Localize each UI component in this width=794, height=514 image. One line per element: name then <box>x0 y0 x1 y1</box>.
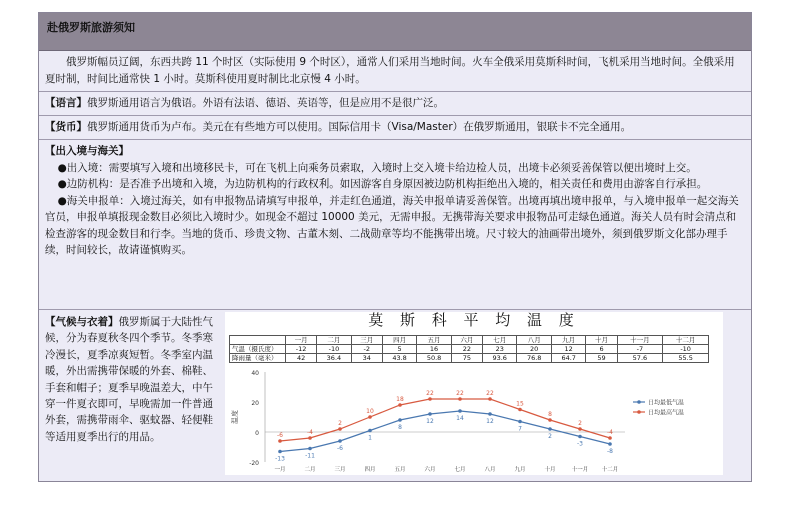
climate-table-cell: 50.8 <box>417 354 451 363</box>
data-label: -6 <box>277 432 283 439</box>
data-label: 8 <box>548 411 552 418</box>
y-axis-label: 温度 <box>231 410 239 424</box>
data-label: 2 <box>578 420 582 427</box>
x-tick-label: 二月 <box>304 467 316 473</box>
series-line-high <box>280 399 610 441</box>
data-label: 22 <box>486 390 494 397</box>
climate-label: 【气候与衣着】 <box>45 316 119 328</box>
data-label: 14 <box>456 415 464 422</box>
series-point <box>368 429 372 433</box>
x-tick-label: 六月 <box>424 467 436 473</box>
entry-item-customs: ●海关申报单：入境过海关，如有申报物品请填写申报单，并走红色通道，海关申报单请妥善保管。出境再填出境申报单，与入境申报单一起交海关官员，申报单填报现金数目必须比入境时少。如现金不超过 10000 美元，无需申报。无携带海关要求申报物品可走绿色通道。海关人员有时会清点和检查游客的现金数目和行李。当地的货币、珍贵文物、古董木刻、二战勋章等均不能携带出境。尺寸较大的油画带出境外，须到俄罗斯文化部办理手续，时间较长，故请谨慎购买。 <box>45 194 739 256</box>
x-tick-label: 四月 <box>364 467 376 473</box>
climate-table-cell: -2 <box>351 345 382 354</box>
data-label: -4 <box>307 429 313 436</box>
series-point <box>518 420 522 424</box>
travel-notice-page <box>38 12 752 482</box>
climate-table-cell: 75 <box>451 354 482 363</box>
climate-table <box>229 335 709 363</box>
climate-table-month-2: 二月 <box>317 336 351 345</box>
entry-label: 【出入境与海关】 <box>45 145 129 157</box>
x-tick-label: 十月 <box>544 467 556 473</box>
intro-text: 俄罗斯幅员辽阔，东西共跨 11 个时区（实际使用 9 个时区），通常人们采用当地时间。火车全俄采用莫斯科时间，飞机采用当地时间。全俄采用夏时制，时间比通常快 1 小时。莫斯科使用夏时制比北京慢 4 小时。 <box>45 56 735 85</box>
language-section <box>39 92 751 116</box>
climate-table-row-label: 气温（摄氏度） <box>230 345 286 354</box>
series-point <box>458 409 462 413</box>
climate-table-header-row <box>230 336 709 345</box>
climate-section <box>39 310 751 481</box>
climate-table-cell: 5 <box>382 345 416 354</box>
climate-table-month-1: 一月 <box>286 336 317 345</box>
data-label: -11 <box>305 452 315 460</box>
y-tick-label: 40 <box>251 370 259 377</box>
climate-text: 俄罗斯属于大陆性气候，分为春夏秋冬四个季节。冬季寒冷漫长，夏季凉爽短暂。冬季室内温暖，外出需携带保暖的外套、棉鞋、手套和帽子；夏季早晚温差大，中午穿一件夏衣即可，早晚需加一件普通外套，需携带雨伞、驱蚊器、轻便鞋等适用夏季出行的用品。 <box>45 316 213 443</box>
series-point <box>578 435 582 439</box>
climate-table-month-10: 十月 <box>586 336 617 345</box>
intro-section <box>39 51 751 92</box>
currency-text: 俄罗斯通用货币为卢布。美元在有些地方可以使用。国际信用卡（Visa/Master）在俄罗斯通用，银联卡不完全通用。 <box>87 121 632 133</box>
climate-table-cell: 12 <box>551 345 585 354</box>
x-tick-label: 九月 <box>514 467 526 473</box>
climate-table-month-9: 九月 <box>551 336 585 345</box>
climate-text-block <box>45 314 217 445</box>
y-tick-label: 20 <box>251 400 259 407</box>
climate-table-cell: -10 <box>317 345 351 354</box>
data-label: -3 <box>577 440 583 448</box>
data-label: -13 <box>275 455 285 463</box>
climate-table-month-11: 十一月 <box>617 336 663 345</box>
data-label: 22 <box>426 390 434 397</box>
climate-table-cell: 42 <box>286 354 317 363</box>
series-point <box>608 436 612 440</box>
climate-table-cell: 43.8 <box>382 354 416 363</box>
climate-table-month-7: 七月 <box>482 336 516 345</box>
climate-table-cell: 34 <box>351 354 382 363</box>
climate-table-cell: 22 <box>451 345 482 354</box>
climate-table-cell: 36.4 <box>317 354 351 363</box>
series-point <box>458 397 462 401</box>
data-label: 22 <box>456 390 464 397</box>
series-point <box>398 403 402 407</box>
series-point <box>308 436 312 440</box>
legend-entry: 日均最高气温 <box>648 409 685 417</box>
data-label: 15 <box>516 400 524 408</box>
data-label: -6 <box>337 445 343 452</box>
climate-table-month-12: 十二月 <box>663 336 709 345</box>
y-tick-label: 0 <box>255 430 259 437</box>
data-label: 12 <box>486 418 494 425</box>
climate-table-month-3: 三月 <box>351 336 382 345</box>
series-point <box>398 418 402 422</box>
entry-item-border: ●边防机构：是否准予出境和入境，为边防机构的行政权利。如因游客自身原因被边防机构拒绝出入境的，相关责任和费用由游客自行承担。 <box>57 178 708 190</box>
page-title: 赴俄罗斯旅游须知 <box>39 13 751 51</box>
climate-table-cell: 16 <box>417 345 451 354</box>
x-tick-label: 一月 <box>274 467 286 473</box>
climate-table-cell: 76.8 <box>517 354 551 363</box>
series-point <box>278 450 282 454</box>
climate-table-cell: -10 <box>663 345 709 354</box>
series-point <box>278 439 282 443</box>
climate-table-cell: 93.6 <box>482 354 516 363</box>
data-label: 18 <box>396 396 404 403</box>
temperature-line-plot <box>225 364 723 476</box>
climate-table-row <box>230 354 709 363</box>
climate-table-cell: 55.5 <box>663 354 709 363</box>
climate-table-cell: 6 <box>586 345 617 354</box>
chart-title: 莫 斯 科 平 均 温 度 <box>368 311 580 329</box>
climate-table-cell: 23 <box>482 345 516 354</box>
climate-table-month-4: 四月 <box>382 336 416 345</box>
x-tick-label: 七月 <box>454 467 466 473</box>
legend-marker <box>637 410 641 414</box>
climate-table-cell: 57.6 <box>617 354 663 363</box>
legend-marker <box>637 400 641 404</box>
data-label: 10 <box>366 408 374 415</box>
series-point <box>338 427 342 431</box>
climate-table-month-5: 五月 <box>417 336 451 345</box>
climate-table-cell: 59 <box>586 354 617 363</box>
data-label: -8 <box>607 448 613 455</box>
x-tick-label: 十二月 <box>601 467 619 473</box>
x-tick-label: 三月 <box>334 467 346 473</box>
series-point <box>428 397 432 401</box>
y-tick-label: -20 <box>249 460 259 467</box>
data-label: 1 <box>368 434 372 442</box>
series-point <box>308 447 312 451</box>
climate-table-cell: -7 <box>617 345 663 354</box>
climate-table-corner <box>230 336 286 345</box>
series-line-low <box>280 411 610 452</box>
currency-label: 【货币】 <box>45 121 87 133</box>
climate-table-row <box>230 345 709 354</box>
data-label: 12 <box>426 418 434 425</box>
climate-table-row-label: 降雨量（毫米） <box>230 354 286 363</box>
climate-table-cell: 64.7 <box>551 354 585 363</box>
climate-table-month-6: 六月 <box>451 336 482 345</box>
climate-table-month-8: 八月 <box>517 336 551 345</box>
climate-table-cell: 20 <box>517 345 551 354</box>
data-label: 2 <box>338 420 342 427</box>
series-point <box>428 412 432 416</box>
series-point <box>608 442 612 446</box>
data-label: 2 <box>548 433 552 440</box>
series-point <box>488 397 492 401</box>
series-point <box>338 439 342 443</box>
climate-table-cell: -12 <box>286 345 317 354</box>
x-tick-label: 十一月 <box>571 467 589 473</box>
data-label: 7 <box>518 425 522 433</box>
legend-entry: 日均最低气温 <box>648 399 685 407</box>
series-point <box>368 415 372 419</box>
language-text: 俄罗斯通用语言为俄语。外语有法语、德语、英语等，但是应用不是很广泛。 <box>87 97 444 109</box>
currency-section <box>39 116 751 140</box>
entry-customs-section <box>39 140 751 310</box>
data-label: 8 <box>398 424 402 431</box>
series-point <box>578 427 582 431</box>
x-tick-label: 五月 <box>394 467 406 473</box>
series-point <box>518 408 522 412</box>
x-tick-label: 八月 <box>484 467 496 473</box>
series-point <box>488 412 492 416</box>
language-label: 【语言】 <box>45 97 87 109</box>
series-point <box>548 427 552 431</box>
series-point <box>548 418 552 422</box>
entry-item-immigration: ●出入境：需要填写入境和出境移民卡，可在飞机上向乘务员索取，入境时上交入境卡给边检人员，出境卡必须妥善保管以便出境时上交。 <box>57 161 697 174</box>
data-label: -4 <box>607 429 613 436</box>
moscow-temperature-chart <box>225 312 723 475</box>
